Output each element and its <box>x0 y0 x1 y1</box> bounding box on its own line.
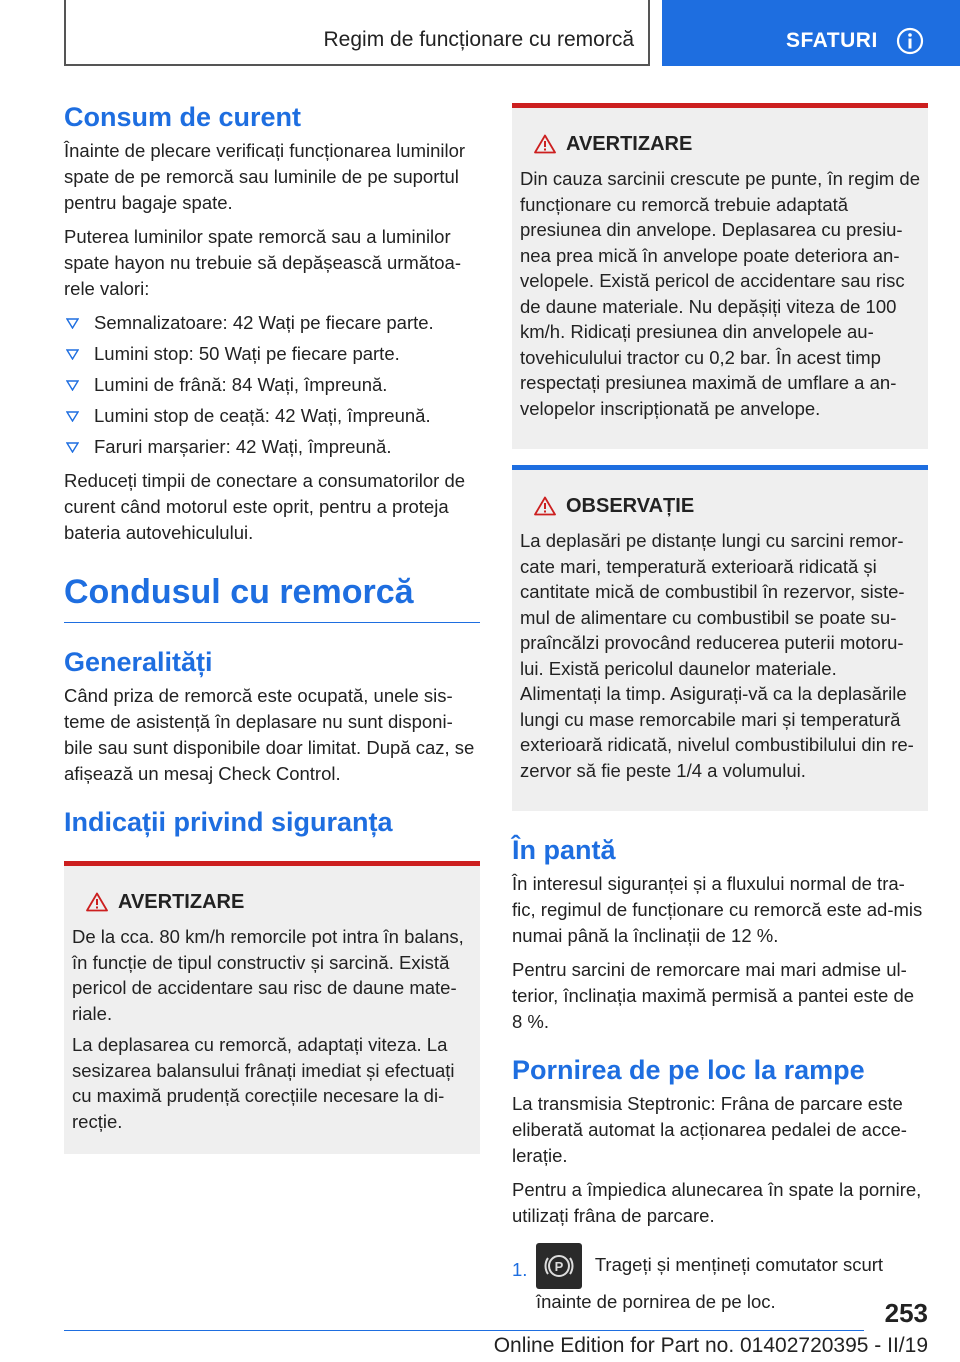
paragraph: Înainte de plecare verificați funcționarea luminilor spate de pe remorcă sau luminile de pe suportul pentru bagaje spate. <box>64 140 466 213</box>
paragraph: Reduceți timpii de conectare a consumatorilor de curent când motorul este oprit, pentru a proteja bateria autovehiculului. <box>64 470 466 543</box>
page-number: 253 <box>884 1298 928 1328</box>
paragraph: Pentru sarcini de remorcare mai mari admise ul-terior, înclinația maximă permisă a pantei este de 8 %. <box>512 959 915 1032</box>
section-tab-sfaturi[interactable] <box>662 0 960 66</box>
section-tab-label: SFATURI <box>786 29 878 52</box>
chapter-heading: Condusul cu remorcă <box>64 570 480 623</box>
heading-consum-de-curent: Consum de curent <box>64 102 302 132</box>
triangle-bullet-icon <box>66 380 79 391</box>
list-item: Faruri marșarier: 42 Wați, împreună. <box>64 434 480 460</box>
info-icon <box>896 27 924 55</box>
warning-triangle-icon <box>534 134 556 154</box>
paragraph: Pentru a împiedica alunecarea în spate la pornire, utilizați frâna de parcare. <box>512 1179 922 1226</box>
notice-header <box>520 494 920 524</box>
heading-in-panta: În pantă <box>512 835 616 865</box>
step-number: 1. <box>512 1259 528 1280</box>
paragraph: La transmisia Steptronic: Frâna de parcare este eliberată automat la acționarea pedalei de acce-lerație. <box>512 1093 907 1166</box>
heading-generalitati: Generalități <box>64 647 213 677</box>
triangle-bullet-icon <box>66 318 79 329</box>
svg-text:P: P <box>554 1259 564 1274</box>
step-text: Trageți și mențineți comutator scurt înainte de pornirea de pe loc. <box>536 1253 884 1312</box>
warning-triangle-icon <box>534 496 556 516</box>
footer-edition: Online Edition for Part no. 01402720395 - II/19 <box>493 1334 928 1357</box>
paragraph: La deplasarea cu remorcă, adaptați viteza. La sesizarea balansului frânați imediat și efectuați cu maximă prudență corecțiile necesare la di-recție. <box>72 1034 455 1132</box>
header-title: Regim de funcționare cu remorcă <box>323 28 634 51</box>
list-item: Lumini de frână: 84 Wați, împreună. <box>64 372 480 398</box>
steps-list <box>512 1243 928 1315</box>
warning-header <box>520 132 920 162</box>
warning-header <box>72 890 472 920</box>
paragraph: Când priza de remorcă este ocupată, unele sis-teme de asistență în deplasare nu sunt disponi-bile sau sunt disponibile doar limitat. După caz, se afișează un mesaj Check Control. <box>64 685 475 784</box>
heading-pornirea-rampe: Pornirea de pe loc la rampe <box>512 1055 865 1085</box>
left-column <box>64 100 480 1154</box>
triangle-bullet-icon <box>66 411 79 422</box>
warning-triangle-icon <box>86 892 108 912</box>
warning-title: AVERTIZARE <box>118 891 245 913</box>
list-item: Semnalizatoare: 42 Wați pe fiecare parte. <box>64 310 480 336</box>
list-item: Lumini stop de ceață: 42 Wați, împreună. <box>64 403 480 429</box>
notice-box <box>512 465 928 811</box>
notice-title: OBSERVAȚIE <box>566 495 695 517</box>
parking-brake-icon <box>536 1243 582 1289</box>
heading-indicatii-siguranta: Indicații privind siguranța <box>64 807 393 837</box>
triangle-bullet-icon <box>66 442 79 453</box>
warning-box <box>512 103 928 449</box>
list-item <box>512 1243 928 1315</box>
warning-box <box>64 861 480 1154</box>
header-title-box <box>64 0 650 66</box>
footer-divider <box>64 1330 864 1331</box>
paragraph: Din cauza sarcinii crescute pe punte, în regim de funcționare cu remorcă trebuie adaptată presiunea din anvelope. Deplasarea cu presiu-nea prea mică în anvelope poate deteriora an-velopele. Există pericol de accidentare sau risc de daune materiale. Nu depășiți viteza de 100 km/h. Ridicați presiunea din anvelopele au-tovehiculului tractor cu 0,2 bar. În acest timp respectați presiunea maximă de umflare a an-velopelor inscripționată pe anvelope. <box>520 168 921 419</box>
paragraph: De la cca. 80 km/h remorcile pot intra în balans, în funcție de tipul constructiv și sarcină. Există pericol de accidentare sau risc de daune mate-riale. <box>72 926 464 1024</box>
right-column <box>512 103 928 1315</box>
warning-title: AVERTIZARE <box>566 133 693 155</box>
paragraph: În interesul siguranței și a fluxului normal de tra-fic, regimul de funcționare cu remorcă este ad-mis numai până la înclinații de 12 %. <box>512 873 923 946</box>
paragraph: Puterea luminilor spate remorcă sau a luminilor spate hayon nu trebuie să depășească următoa-rele valori: <box>64 226 461 299</box>
list-item: Lumini stop: 50 Wați pe fiecare parte. <box>64 341 480 367</box>
paragraph: La deplasări pe distanțe lungi cu sarcini remor-cate mari, temperatură exterioară ridicată și cantitate mică de combustibil în rezervor, siste-mul de alimentare cu combustibil se poate su-praîncălzi provocând reducerea puterii motoru-lui. Există pericolul daunelor materiale. Alimentați la timp. Asigurați-vă ca la deplasările lungi cu mase remorcabile mari și temperatură exterioară ridicată, nivelul combustibilului din re-zervor să fie peste 1/4 a volumului. <box>520 530 914 781</box>
bulb-power-list <box>64 310 480 460</box>
triangle-bullet-icon <box>66 349 79 360</box>
